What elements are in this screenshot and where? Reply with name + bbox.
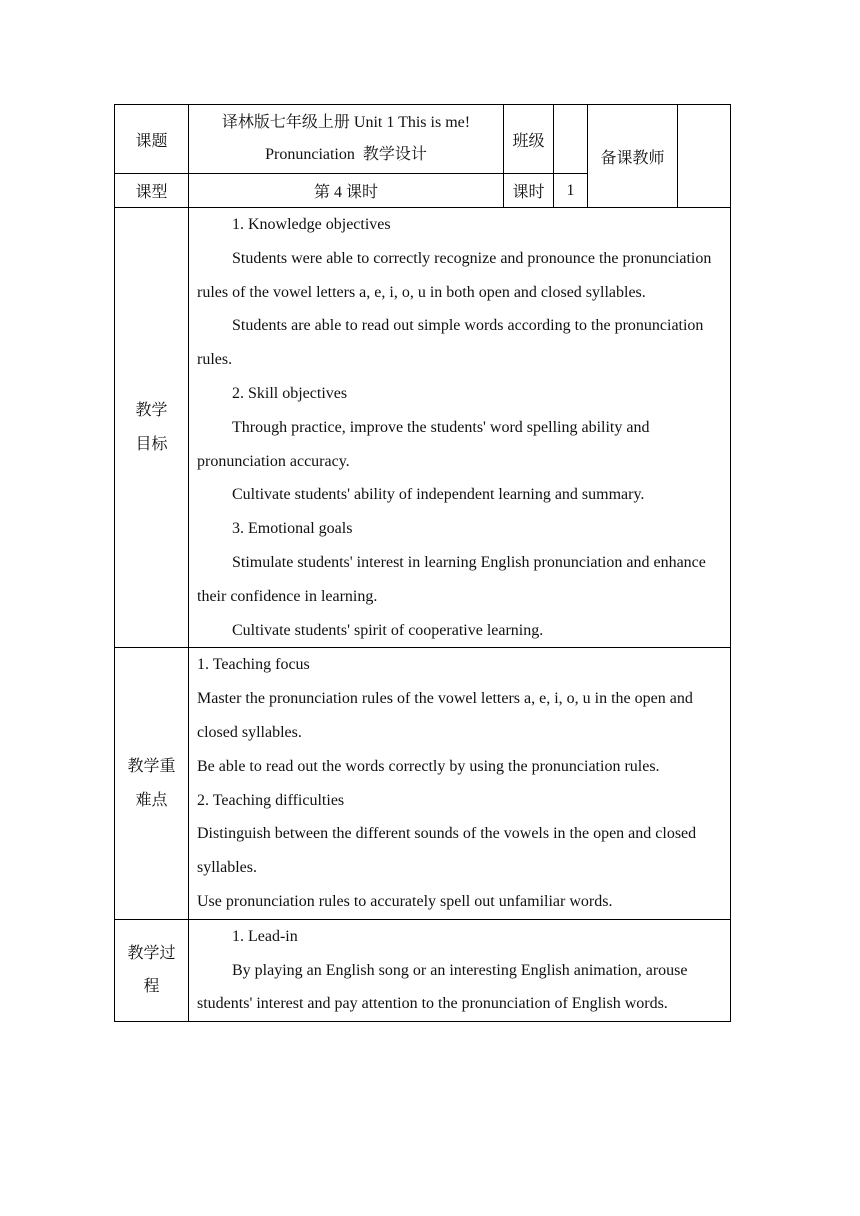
focus-paragraph: Master the pronunciation rules of the vowel letters a, e, i, o, u in the open and closed syllables. [197,690,693,741]
objectives-paragraph: Cultivate students' ability of independent learning and summary. [232,486,645,504]
topic-title [189,105,504,174]
objectives-heading-skill: 2. Skill objectives [232,384,348,402]
objectives-paragraph: Students are able to read out simple words according to the pronunciation rules. [197,317,704,369]
process-label-line-2: 程 [143,978,160,996]
objectives-paragraph: Cultivate students' spirit of cooperative learning. [232,621,544,639]
focus-row [115,648,731,919]
focus-paragraph: Use pronunciation rules to accurately spell out unfamiliar words. [197,892,613,910]
teacher-label: 备课教师 [588,105,678,208]
objectives-label-line-1: 教学 [135,401,168,419]
objectives-paragraph: Through practice, improve the students' word spelling ability and pronunciation accuracy. [197,418,650,470]
hours-label: 课时 [504,174,554,208]
process-paragraph: By playing an English song or an interesting English animation, arouse students' interest and pay attention to the pronunciation of English words. [197,961,688,1013]
process-heading-lead-in: 1. Lead-in [232,927,298,945]
objectives-paragraph: Stimulate students' interest in learning English pronunciation and enhance their confidence in learning. [197,553,706,605]
process-label-line-1: 教学过 [127,944,176,962]
objectives-row [115,208,731,648]
focus-label [115,648,189,919]
lesson-plan-document [114,104,730,1022]
topic-title-line-1: 译林版七年级上册 Unit 1 This is me! [221,114,471,131]
focus-label-line-1: 教学重 [127,757,176,775]
focus-label-line-2: 难点 [135,791,168,809]
focus-heading-difficulties: 2. Teaching difficulties [197,791,345,809]
type-label: 课型 [115,174,189,208]
topic-title-line-2: Pronunciation 教学设计 [265,146,427,163]
objectives-paragraph: Students were able to correctly recognize and pronounce the pronunciation rules of the vowel letters a, e, i, o, u in both open and closed syllables. [197,249,712,301]
class-label: 班级 [504,105,554,174]
process-row [115,919,731,1021]
objectives-heading-knowledge: 1. Knowledge objectives [232,216,391,233]
focus-content [189,648,731,919]
topic-label: 课题 [115,105,189,174]
objectives-label-line-2: 目标 [135,435,168,453]
focus-paragraph: Distinguish between the different sounds of the vowels in the open and closed syllables. [197,825,697,877]
focus-heading-teaching-focus: 1. Teaching focus [197,656,310,674]
process-content [189,919,731,1021]
lesson-plan-table [114,104,731,1022]
teacher-value [678,105,731,208]
objectives-heading-emotional: 3. Emotional goals [232,520,353,538]
hours-value: 1 [554,174,588,208]
topic-row [115,105,731,174]
class-value [554,105,588,174]
type-value: 第 4 课时 [189,174,504,208]
process-label [115,919,189,1021]
objectives-label [115,208,189,648]
focus-paragraph: Be able to read out the words correctly by using the pronunciation rules. [197,757,660,775]
objectives-content [189,208,731,648]
